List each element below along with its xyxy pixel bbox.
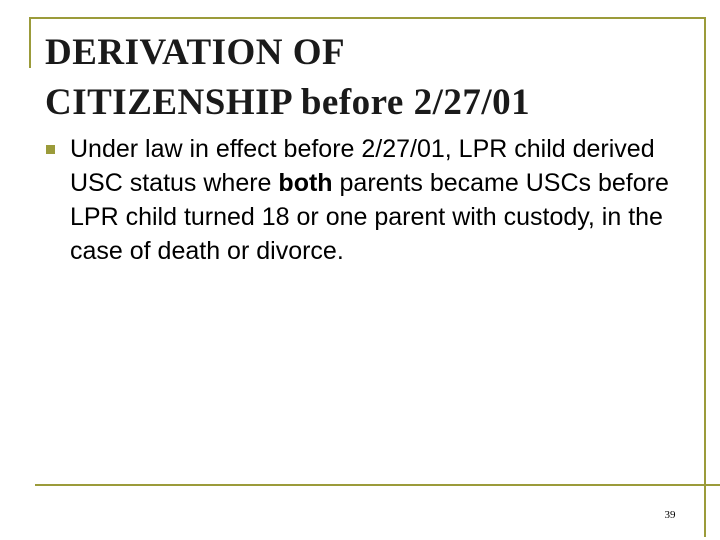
bullet-list bbox=[45, 132, 675, 268]
frame-top-line bbox=[29, 17, 706, 19]
slide-title-line-2: CITIZENSHIP before 2/27/01 bbox=[45, 82, 531, 123]
square-bullet-icon bbox=[46, 145, 55, 154]
frame-left-line bbox=[29, 17, 31, 68]
page-number: 39 bbox=[664, 509, 676, 521]
slide-title-line-1: DERIVATION OF bbox=[45, 32, 346, 73]
bullet-text-before: Under law in effect before 2/27/01, LPR child derived USC status where bbox=[70, 135, 655, 197]
bullet-text-bold: both bbox=[278, 169, 333, 197]
bullet-text-after: parents became USCs before LPR child turned 18 or one parent with custody, in the case of death or divorce. bbox=[70, 169, 669, 265]
frame-right-line bbox=[704, 17, 706, 537]
bullet-text bbox=[70, 132, 675, 268]
bullet-item bbox=[45, 132, 675, 268]
slide-title bbox=[45, 28, 685, 128]
frame-bottom-line bbox=[35, 484, 720, 486]
